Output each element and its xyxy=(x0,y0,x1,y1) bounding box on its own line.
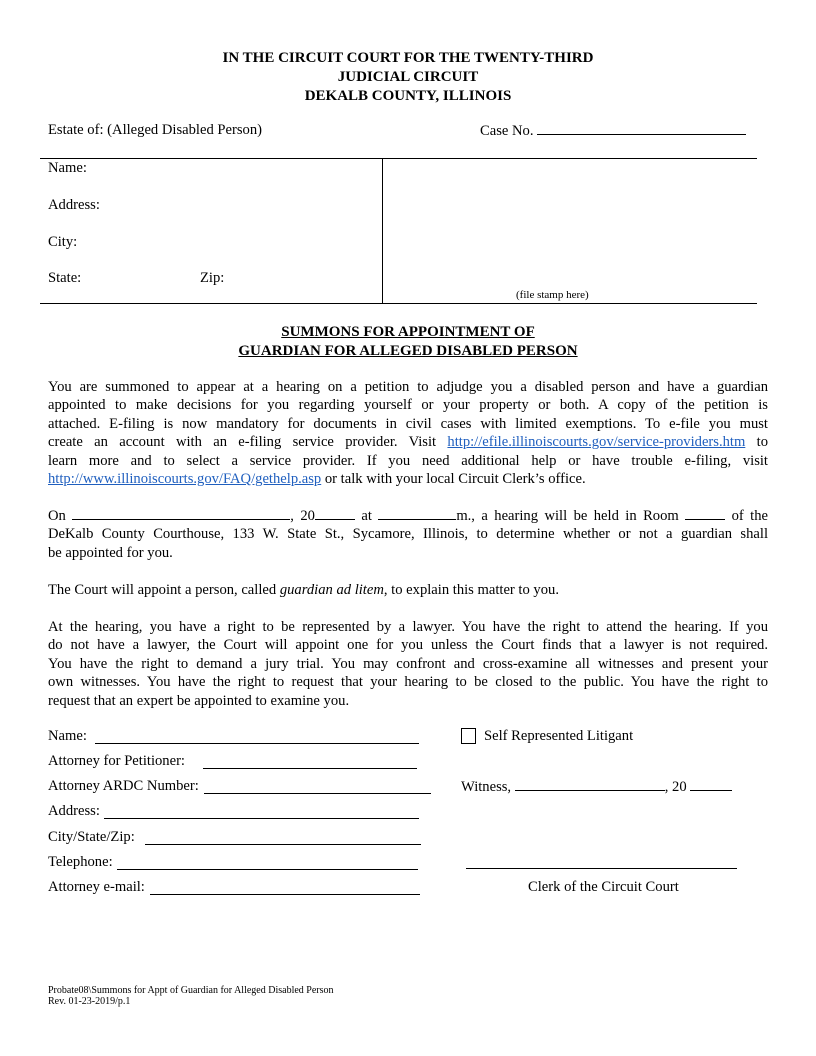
case-number-label xyxy=(480,122,746,140)
para2-at: at xyxy=(354,508,379,524)
file-stamp-label: (file stamp here) xyxy=(516,289,589,301)
sig-address-label: Address: xyxy=(48,803,100,819)
hearing-paragraph xyxy=(48,507,768,562)
para4-line-1: At the hearing, you have a right to be represented by a lawyer. You have the right to attend the hearing. If you xyxy=(48,619,768,635)
caption-top-rule xyxy=(40,158,757,159)
witness-year-field[interactable] xyxy=(690,778,732,791)
para2-line-3: be appointed for you. xyxy=(48,544,173,561)
clerk-label: Clerk of the Circuit Court xyxy=(528,879,679,895)
sig-name-field[interactable] xyxy=(95,743,419,744)
sig-attorney-label: Attorney for Petitioner: xyxy=(48,753,185,769)
para2-line-2: DeKalb County Courthouse, 133 W. State St., Sycamore, Illinois, to determine whether or not a guardian shall xyxy=(48,526,768,543)
para1-line-6 xyxy=(48,470,768,488)
gethelp-link[interactable]: http://www.illinoiscourts.gov/FAQ/gethelp.asp xyxy=(48,471,322,488)
guardian-ad-litem-paragraph xyxy=(48,581,768,599)
witness-date-field[interactable] xyxy=(515,778,665,791)
footer-form-id: Probate08\Summons for Appt of Guardian for Alleged Disabled Person xyxy=(48,985,334,996)
para1-line-4b: to xyxy=(745,434,769,451)
witness-line xyxy=(461,778,732,796)
para4-line-3: You have the right to demand a jury trial. You may confront and cross-examine all witnesses and present your xyxy=(48,655,768,672)
para3-a: The Court will appoint a person, called xyxy=(48,582,280,598)
caption-state-label: State: xyxy=(48,270,82,286)
caption-bottom-rule xyxy=(40,303,757,304)
para1-line-4 xyxy=(48,433,768,451)
sig-name-label: Name: xyxy=(48,728,87,744)
rights-paragraph xyxy=(48,618,768,710)
hearing-room-field[interactable] xyxy=(685,507,725,520)
court-header-line-3: DEKALB COUNTY, ILLINOIS xyxy=(304,88,512,104)
summons-paragraph xyxy=(48,378,768,488)
para1-line-4a: create an account with an e-filing service provider. Visit xyxy=(48,434,448,451)
self-represented-checkbox[interactable] xyxy=(461,728,476,744)
para2-of-the: of the xyxy=(725,508,768,524)
caption-name-label: Name: xyxy=(48,160,87,176)
sig-telephone-label: Telephone: xyxy=(48,854,113,870)
para4-line-2: do not have a lawyer, the Court will appoint one for you unless the Court finds that a lawyer is not required. xyxy=(48,637,768,654)
efile-service-providers-link[interactable]: http://efile.illinoiscourts.gov/service-providers.htm xyxy=(447,434,746,451)
sig-email-label: Attorney e-mail: xyxy=(48,879,145,895)
caption-divider xyxy=(382,158,383,303)
caption-zip-label: Zip: xyxy=(200,270,225,286)
case-number-field[interactable] xyxy=(537,122,746,135)
para3-b: , to explain this matter to you. xyxy=(383,582,559,598)
para4-line-5: request that an expert be appointed to examine you. xyxy=(48,692,350,709)
hearing-year-field[interactable] xyxy=(315,507,355,520)
sig-ardc-label: Attorney ARDC Number: xyxy=(48,778,199,794)
para1-line-1: You are summoned to appear at a hearing on a petition to adjudge you a disabled person and have a guardian xyxy=(48,379,768,395)
para1-line-3: attached. E-filing is now mandatory for documents in civil cases with limited exemptions. To e-file you must xyxy=(48,415,768,432)
para2-line-1 xyxy=(48,507,768,525)
para1-line-5: learn more and to select a service provider. If you need additional help or have trouble e-filing, visit xyxy=(48,452,768,469)
para1-line-2: appointed to make decisions for you regarding yourself or your property or both. A copy of the petition is xyxy=(48,397,768,414)
para4-line-4: own witnesses. You have the right to request that your hearing to be closed to the public. You have the right to xyxy=(48,674,768,691)
summons-title-line-2: GUARDIAN FOR ALLEGED DISABLED PERSON xyxy=(238,343,578,359)
sig-ardc-field[interactable] xyxy=(204,793,431,794)
court-header-line-1: IN THE CIRCUIT COURT FOR THE TWENTY-THIRD xyxy=(222,50,594,66)
sig-city-field[interactable] xyxy=(145,844,421,845)
para3-line xyxy=(48,581,768,599)
sig-email-field[interactable] xyxy=(150,894,420,895)
hearing-date-field[interactable] xyxy=(72,507,290,520)
sig-telephone-field[interactable] xyxy=(117,869,418,870)
footer-revision: Rev. 01-23-2019/p.1 xyxy=(48,996,131,1007)
court-header-line-2: JUDICIAL CIRCUIT xyxy=(337,69,479,85)
witness-label: Witness, xyxy=(461,779,515,795)
clerk-signature-field[interactable] xyxy=(466,868,737,869)
sig-city-label: City/State/Zip: xyxy=(48,829,135,845)
sig-attorney-field[interactable] xyxy=(203,768,417,769)
witness-year-label: , 20 xyxy=(664,779,691,795)
summons-title-line-1: SUMMONS FOR APPOINTMENT OF xyxy=(281,324,535,340)
hearing-time-field[interactable] xyxy=(378,507,456,520)
guardian-ad-litem-term: guardian ad litem xyxy=(279,582,384,598)
estate-label: Estate of: (Alleged Disabled Person) xyxy=(48,122,262,138)
caption-address-label: Address: xyxy=(48,197,100,213)
para1-line-6b: or talk with your local Circuit Clerk’s office. xyxy=(321,471,586,488)
case-number-text: Case No. xyxy=(480,123,538,139)
para2-year: , 20 xyxy=(290,508,315,524)
para2-m: m., a hearing will be held in Room xyxy=(456,508,686,524)
para2-on: On xyxy=(48,508,66,524)
self-represented-label: Self Represented Litigant xyxy=(484,728,634,744)
caption-city-label: City: xyxy=(48,234,78,250)
sig-address-field[interactable] xyxy=(104,818,419,819)
